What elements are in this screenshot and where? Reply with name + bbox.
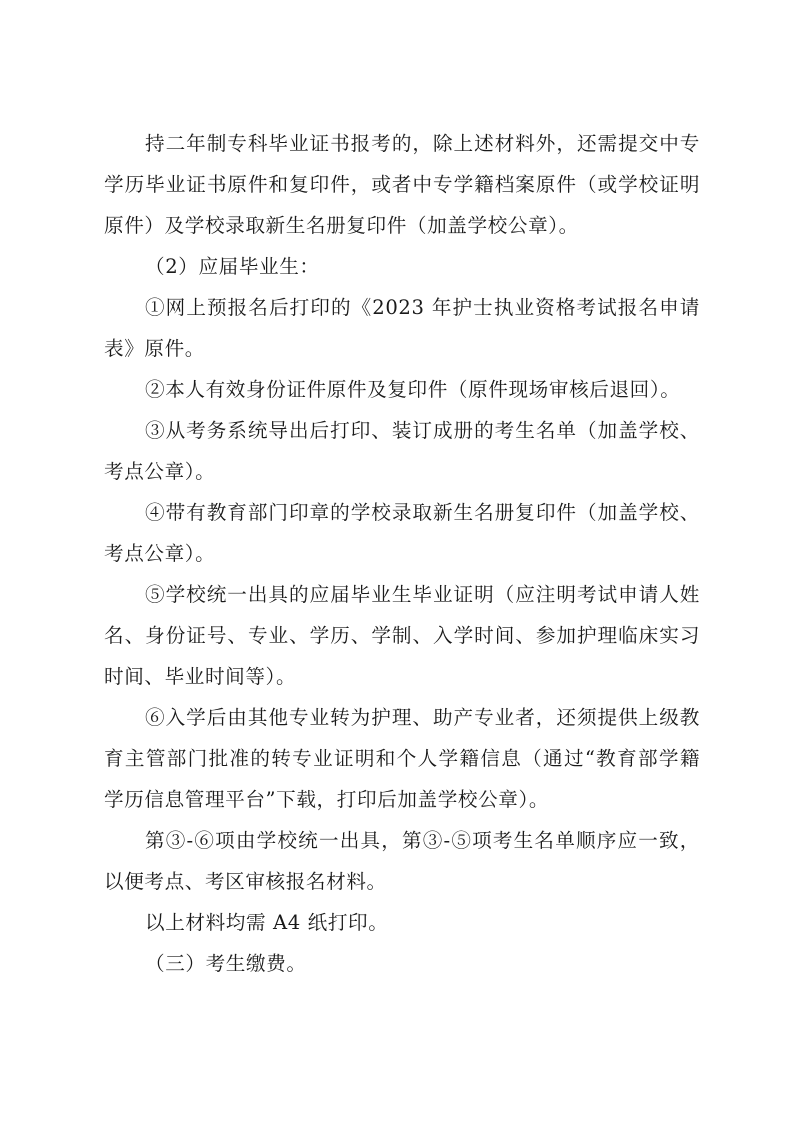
text-line: 以上材料均需 A4 纸打印。 <box>145 911 389 934</box>
text-line: ④带有教育部门印章的学校录取新生名册复印件（加盖学校、 <box>145 501 700 524</box>
text-line: ⑥入学后由其他专业转为护理、助产专业者，还须提供上级 <box>145 706 680 729</box>
text-line: 专学历毕业证书原件和复印件，或者中专学籍档案原件（或学校 <box>104 132 700 196</box>
heading-candidate-payment <box>104 943 700 984</box>
text-line: 第③-⑥项由学校统一出具，第③-⑤项考生名单顺序应一致， <box>145 829 700 852</box>
text-line: ③从考务系统导出后打印、装订成册的考生名单（加盖学校、 <box>145 419 700 442</box>
list-item-3-candidate-list <box>104 410 700 492</box>
text-line: 学籍学历信息管理平台”下载，打印后加盖学校公章）。 <box>104 747 701 811</box>
text-line: 证明原件）及学校录取新生名册复印件（加盖学校公章）。 <box>104 173 701 237</box>
text-line: 表》原件。 <box>104 337 205 360</box>
list-item-2-id-documents <box>104 369 700 410</box>
text-line: （2）应届毕业生： <box>145 255 320 278</box>
list-item-1-application-form <box>104 287 700 369</box>
text-line: 姓名、身份证号、专业、学历、学制、入学时间、参加护理临床 <box>104 583 700 647</box>
text-line: 持二年制专科毕业证书报考的，除上述材料外，还需提交中 <box>145 132 680 155</box>
list-item-4-enrollment-register <box>104 492 700 574</box>
text-line: ⑤学校统一出具的应届毕业生毕业证明（应注明考试申请人 <box>145 583 680 606</box>
text-line: ②本人有效身份证件原件及复印件（原件现场审核后退回）。 <box>145 378 681 401</box>
text-line: 考点公章）。 <box>104 460 216 483</box>
list-item-6-major-transfer <box>104 697 700 820</box>
paragraph-two-year-college-requirements <box>104 123 700 246</box>
paragraph-a4-printing <box>104 902 700 943</box>
list-item-5-graduation-certificate <box>104 574 700 697</box>
text-line: 以便考点、考区审核报名材料。 <box>104 870 387 893</box>
text-line: 实习时间、毕业时间等）。 <box>104 624 701 688</box>
text-line: 教育主管部门批准的转专业证明和个人学籍信息（通过“教育部 <box>104 706 700 770</box>
text-line: 考点公章）。 <box>104 542 216 565</box>
text-line: （三）考生缴费。 <box>145 952 307 975</box>
heading-current-graduates <box>104 246 700 287</box>
text-line: ①网上预报名后打印的《2023 年护士执业资格考试报名申请 <box>145 296 700 319</box>
paragraph-issuance-note <box>104 820 700 902</box>
